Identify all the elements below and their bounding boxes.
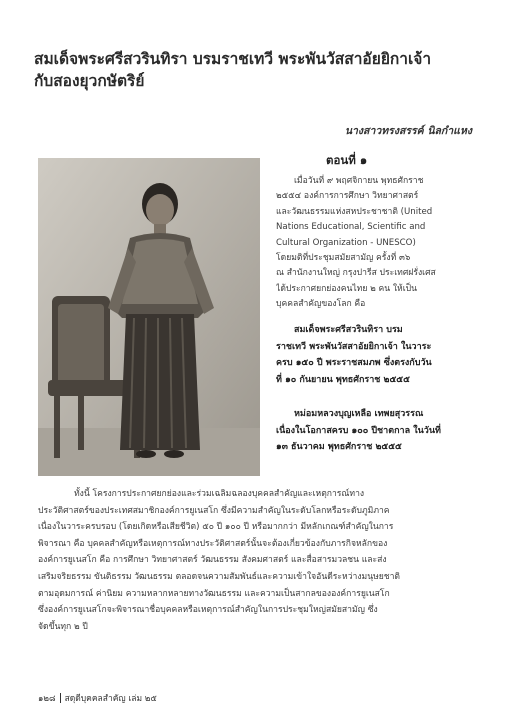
- paragraph-1-line: เมื่อวันที่ ๙ พฤศจิกายน พุทธศักราช: [294, 176, 424, 186]
- paragraph-3-line: ๑๓ ธันวาคม พุทธศักราช ๒๕๕๕: [276, 442, 402, 452]
- paragraph-1-line: และวัฒนธรรมแห่งสหประชาชาติ (United: [276, 206, 433, 217]
- paragraph-3-line: เนื่องในโอกาสครบ ๑๐๐ ปีชาตกาล ในวันที่: [276, 425, 441, 436]
- page-footer: [38, 691, 157, 705]
- paragraph-2-line: ครบ ๑๕๐ ปี พระราชสมภพ ซึ่งตรงกับวัน: [276, 358, 432, 368]
- paragraph-2-line: ที่ ๑๐ กันยายน พุทธศักราช ๒๕๕๕: [276, 374, 410, 385]
- page-number: ๑๒๘: [38, 694, 56, 704]
- paragraph-1-line: Nations Educational, Scientific and: [276, 222, 426, 233]
- paragraph-1-line: โดยมติที่ประชุมสมัยสามัญ ครั้งที่ ๓๖: [276, 253, 411, 264]
- paragraph-4-line: ซึ่งองค์การยูเนสโกจะพิจารณาชื่อบุคคลหรือเหตุการณ์สำคัญในการประชุมใหญ่สมัยสามัญ ซึ่ง: [38, 605, 378, 616]
- portrait-image: [38, 158, 260, 476]
- publication-title: สดุดีบุคคลสำคัญ เล่ม ๒๕: [64, 694, 157, 704]
- paragraph-4-line: ประวัติศาสตร์ของประเทศสมาชิกองค์การยูเนสโก ซึ่งมีความสำคัญในระดับโลกหรือระดับภูมิภาค: [38, 505, 390, 516]
- article-title: [34, 48, 484, 92]
- paragraph-2: [276, 322, 472, 388]
- paragraph-2-line: สมเด็จพระศรีสวรินทิรา บรม: [294, 325, 403, 335]
- paragraph-4-line: ตามอุดมการณ์ ค่านิยม ความหลากหลายทางวัฒนธรรม และความเป็นสากลขององค์การยูเนสโก: [38, 588, 390, 599]
- paragraph-4-line: องค์การยูเนสโก คือ การศึกษา วิทยาศาสตร์ วัฒนธรรม สังคมศาสตร์ และสื่อสารมวลชน และส่ง: [38, 555, 387, 566]
- paragraph-4-line: พิจารณา คือ บุคคลสำคัญหรือเหตุการณ์ทางประวัติศาสตร์นั้นจะต้องเกี่ยวข้องกับภารกิจหลักของ: [38, 538, 388, 549]
- paragraph-4-line: เสริมจริยธรรม ขันติธรรม วัฒนธรรม ตลอดจนความสัมพันธ์และความเข้าใจอันดีระหว่างมนุษยชาติ: [38, 571, 401, 582]
- paragraph-1-line: ณ สำนักงานใหญ่ กรุงปารีส ประเทศฝรั่งเศส: [276, 268, 436, 279]
- paragraph-3: [276, 406, 472, 456]
- paragraph-1-line: ๒๕๕๔ องค์การการศึกษา วิทยาศาสตร์: [276, 191, 419, 202]
- paragraph-3-line: หม่อมหลวงบุญเหลือ เทพยสุวรรณ: [294, 409, 424, 419]
- footer-divider: [60, 693, 61, 703]
- paragraph-4-line: จัดขึ้นทุก ๒ ปี: [38, 621, 88, 632]
- paragraph-1: [276, 174, 472, 313]
- paragraph-1-line: Cultural Organization - UNESCO): [276, 237, 416, 248]
- paragraph-2-line: ราชเทวี พระพันวัสสาอัยยิกาเจ้า ในวาระ: [276, 341, 432, 352]
- paragraph-4-line: ทั้งนี้ โครงการประกาศยกย่องและร่วมเฉลิมฉลองบุคคลสำคัญและเหตุการณ์ทาง: [74, 489, 365, 499]
- paragraph-4: [38, 486, 472, 635]
- paragraph-4-line: เนื่องในวาระครบรอบ (โดยเกิดหรือเสียชีวิต) ๕๐ ปี ๑๐๐ ปี หรือมากกว่า มีหลักเกณฑ์สำคัญในการ: [38, 522, 394, 533]
- episode-heading: ตอนที่ ๑: [326, 153, 368, 167]
- title-line-1: สมเด็จพระศรีสวรินทิรา บรมราชเทวี พระพันวัสสาอัยยิกาเจ้า: [34, 49, 432, 68]
- author-name: นางสาวทรงสรรค์ นิลกำแหง: [344, 125, 472, 137]
- portrait-photo: [38, 158, 260, 476]
- title-line-2: กับสองยุวกษัตริย์: [34, 71, 145, 90]
- paragraph-1-line: บุคคลสำคัญของโลก คือ: [276, 299, 366, 310]
- paragraph-1-line: ได้ประกาศยกย่องคนไทย ๒ คน ให้เป็น: [276, 283, 417, 294]
